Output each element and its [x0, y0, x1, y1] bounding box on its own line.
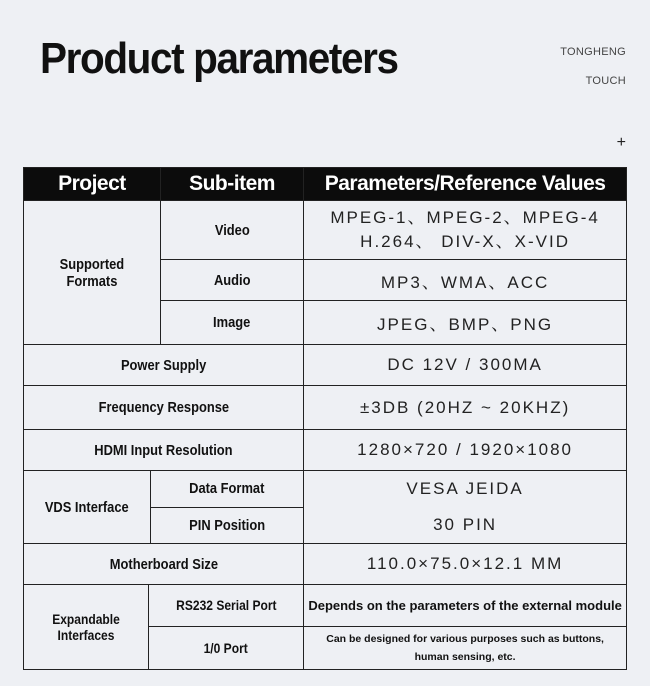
vds-values-cell — [304, 471, 627, 544]
pin-position-value: 30 PIN — [433, 515, 498, 534]
audio-label: Audio — [160, 260, 303, 301]
io-port-label: 1/0 Port — [149, 626, 304, 669]
table-header-row — [24, 168, 627, 201]
vds-interface-cell — [24, 471, 304, 544]
power-supply-value: DC 12V / 300MA — [304, 345, 627, 386]
image-value: JPEG、BMP、PNG — [304, 301, 627, 345]
expandable-subtable — [24, 585, 303, 669]
expandable-interfaces-label: Expandable Interfaces — [24, 585, 149, 669]
frequency-response-value: ±3DB (20HZ ~ 20KHZ) — [304, 386, 627, 430]
data-format-label: Data Format — [151, 471, 304, 507]
table-row — [24, 430, 627, 471]
vds-interface-label: VDS Interface — [24, 471, 151, 543]
table-row — [24, 471, 627, 544]
image-label: Image — [160, 301, 303, 345]
video-value: MPEG-1、MPEG-2、MPEG-4 H.264、 DIV-X、X-VID — [304, 201, 627, 260]
table-row — [24, 544, 627, 585]
vds-subtable — [24, 471, 303, 543]
column-header-sub-item: Sub-item — [160, 168, 303, 201]
expandable-values-cell — [304, 585, 627, 670]
hdmi-input-label: HDMI Input Resolution — [24, 430, 304, 471]
table-row — [24, 201, 627, 260]
hdmi-input-value: 1280×720 / 1920×1080 — [304, 430, 627, 471]
motherboard-size-label: Motherboard Size — [24, 544, 304, 585]
parameters-table — [23, 167, 627, 670]
frequency-response-label: Frequency Response — [24, 386, 304, 430]
expandable-interfaces-cell — [24, 585, 304, 670]
column-header-project: Project — [24, 168, 161, 201]
data-format-value: VESA JEIDA — [406, 479, 524, 498]
pin-position-label: PIN Position — [151, 507, 304, 543]
plus-icon: + — [616, 134, 626, 151]
io-port-value: Can be designed for various purposes such as buttons, human sensing, etc. — [326, 633, 604, 663]
brand-logo — [560, 38, 626, 96]
page-title: Product parameters — [40, 34, 398, 83]
power-supply-label: Power Supply — [24, 345, 304, 386]
table-row — [24, 386, 627, 430]
video-label: Video — [160, 201, 303, 260]
column-header-parameters: Parameters/Reference Values — [304, 168, 627, 201]
motherboard-size-value: 110.0×75.0×12.1 MM — [304, 544, 627, 585]
table-row — [24, 345, 627, 386]
table-row — [24, 585, 627, 670]
rs232-label: RS232 Serial Port — [149, 585, 304, 626]
audio-value: MP3、WMA、ACC — [304, 260, 627, 301]
brand-line-2: TOUCH — [585, 75, 626, 87]
supported-formats-cell: Supported Formats — [24, 201, 161, 345]
brand-line-1: TONGHENG — [560, 46, 626, 58]
rs232-value: Depends on the parameters of the external module — [304, 585, 626, 627]
